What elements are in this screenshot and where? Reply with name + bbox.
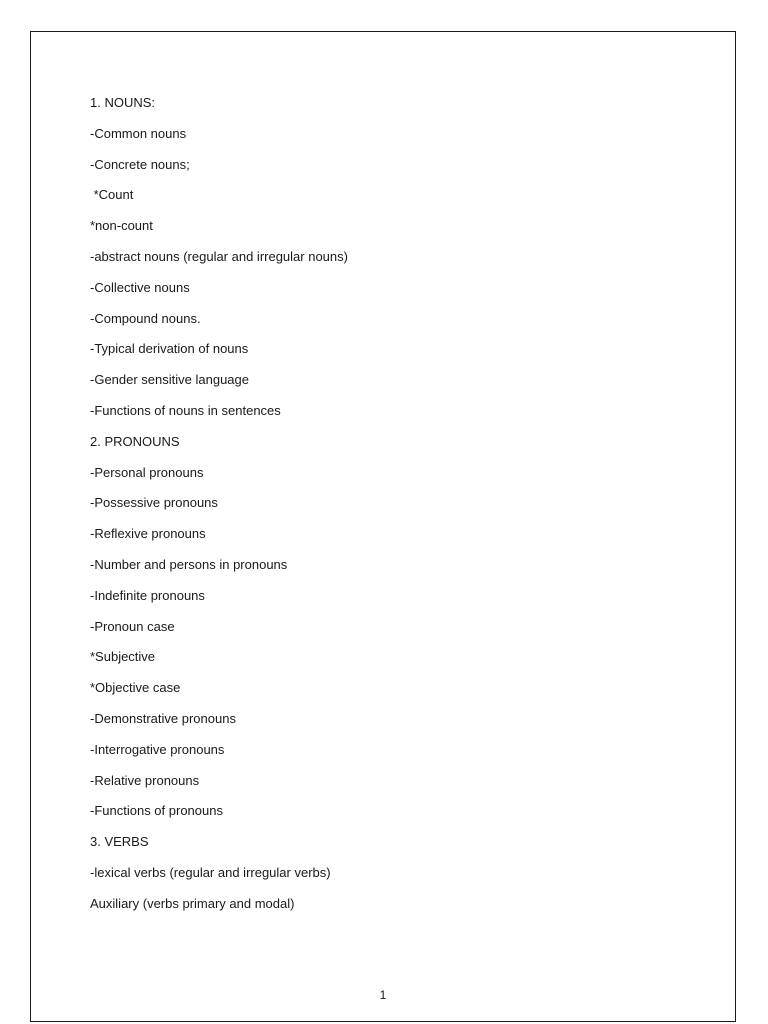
- line-relative-pronouns: -Relative pronouns: [90, 772, 200, 788]
- line-heading-nouns: 1. NOUNS:: [90, 95, 156, 110]
- line-number-and-persons: -Number and persons in pronouns: [90, 556, 288, 572]
- line-functions-of-nouns: -Functions of nouns in sentences: [90, 402, 281, 418]
- line-heading-pronouns: 2. PRONOUNS: [90, 433, 180, 449]
- line-lexical-verbs: -lexical verbs (regular and irregular verbs): [90, 864, 331, 880]
- line-personal-pronouns: -Personal pronouns: [90, 464, 204, 480]
- line-objective-case: *Objective case: [90, 680, 181, 696]
- line-non-count: *non-count: [90, 218, 153, 234]
- document-page: [30, 31, 736, 1022]
- line-collective-nouns: -Collective nouns: [90, 279, 190, 295]
- line-auxiliary-verbs: Auxiliary (verbs primary and modal): [90, 895, 295, 911]
- line-abstract-nouns: -abstract nouns (regular and irregular nouns): [90, 248, 348, 264]
- line-reflexive-pronouns: -Reflexive pronouns: [90, 526, 206, 542]
- line-interrogative-pronouns: -Interrogative pronouns: [90, 741, 225, 757]
- line-indefinite-pronouns: -Indefinite pronouns: [90, 587, 205, 603]
- line-gender-sensitive: -Gender sensitive language: [90, 372, 249, 388]
- line-functions-of-pronouns: -Functions of pronouns: [90, 803, 223, 819]
- line-heading-verbs: 3. VERBS: [90, 834, 149, 850]
- line-count: *Count: [90, 187, 134, 203]
- page-number: 1: [379, 988, 387, 1002]
- line-typical-derivation: -Typical derivation of nouns: [90, 341, 249, 357]
- line-subjective: *Subjective: [90, 649, 156, 665]
- document-body: [90, 93, 348, 925]
- line-possessive-pronouns: -Possessive pronouns: [90, 495, 218, 511]
- line-demonstrative-pronouns: -Demonstrative pronouns: [90, 710, 236, 726]
- line-common-nouns: -Common nouns: [90, 125, 187, 141]
- line-pronoun-case: -Pronoun case: [90, 618, 175, 634]
- line-compound-nouns: -Compound nouns.: [90, 310, 201, 326]
- line-concrete-nouns: -Concrete nouns;: [90, 156, 190, 172]
